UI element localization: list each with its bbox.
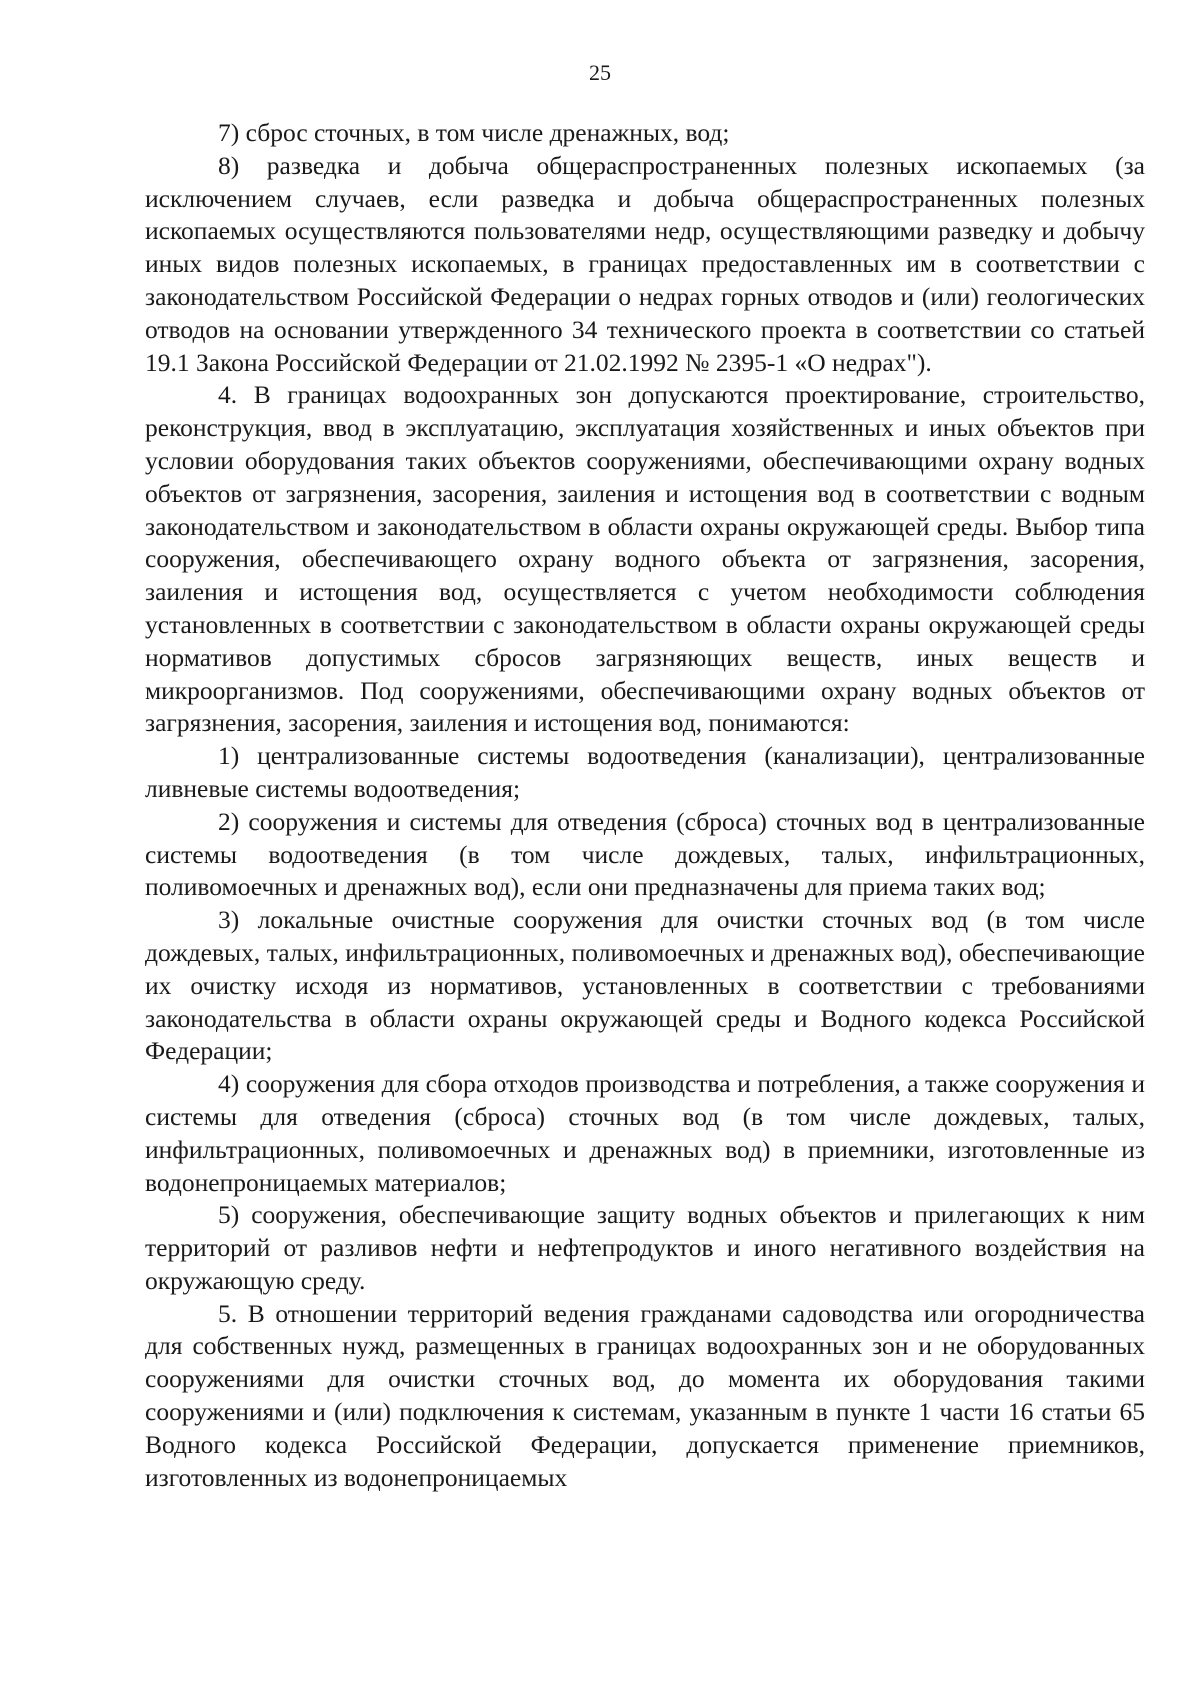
paragraph-subitem-3: 3) локальные очистные сооружения для очистки сточных вод (в том числе дождевых, талых, инфильтрационных, поливомоечных и дренажных вод), обеспечивающие их очистку исходя из нормативов, установленных в соответствии с требованиями законодательства в области охраны окружающей среды и Водного кодекса Российской Федерации; — [145, 905, 1145, 1066]
paragraph-item-8: 8) разведка и добыча общераспространенных полезных ископаемых (за исключением случаев, если разведка и добыча общераспространенных полезных ископаемых осуществляются пользователями недр, осуществляющими разведку и добычу иных видов полезных ископаемых, в границах предоставленных им в соответствии с законодательством Российской Федерации о недрах горных отводов и (или) геологических отводов на основании утвержденного 34 технического проекта в соответствии со статьей 19.1 Закона Российской Федерации от 21.02.1992 № 2395-1 «О недрах"). — [145, 150, 1145, 377]
document-body — [145, 117, 1145, 1494]
paragraph-item-7: 7) сброс сточных, в том числе дренажных, вод; — [218, 118, 730, 147]
paragraph-section-4: 4. В границах водоохранных зон допускаются проектирование, строительство, реконструкция, ввод в эксплуатацию, эксплуатация хозяйственных и иных объектов при условии оборудования таких объектов сооружениями, обеспечивающими охрану водных объектов от загрязнения, засорения, заиления и истощения вод в соответствии с водным законодательством и законодательством в области охраны окружающей среды. Выбор типа сооружения, обеспечивающего охрану водного объекта от загрязнения, засорения, заиления и истощения вод, осуществляется с учетом необходимости соблюдения установленных в соответствии с законодательством в области охраны окружающей среды нормативов допустимых сбросов загрязняющих веществ, иных веществ и микроорганизмов. Под сооружениями, обеспечивающими охрану водных объектов от загрязнения, засорения, заиления и истощения вод, понимаются: — [145, 380, 1145, 738]
paragraph-subitem-1: 1) централизованные системы водоотведения (канализации), централизованные ливневые системы водоотведения; — [145, 741, 1145, 803]
paragraph-subitem-5: 5) сооружения, обеспечивающие защиту водных объектов и прилегающих к ним территорий от разливов нефти и нефтепродуктов и иного негативного воздействия на окружающую среду. — [145, 1200, 1145, 1295]
paragraph-subitem-2: 2) сооружения и системы для отведения (сброса) сточных вод в централизованные системы водоотведения (в том числе дождевых, талых, инфильтрационных, поливомоечных и дренажных вод), если они предназначены для приема таких вод; — [145, 806, 1145, 902]
paragraph-section-5: 5. В отношении территорий ведения гражданами садоводства или огородничества для собственных нужд, размещенных в границах водоохранных зон и не оборудованных сооружениями для очистки сточных вод, до момента их оборудования такими сооружениями и (или) подключения к системам, указанным в пункте 1 части 16 статьи 65 Водного кодекса Российской Федерации, допускается применение приемников, изготовленных из водонепроницаемых — [145, 1298, 1145, 1492]
page-number: 25 — [589, 60, 611, 85]
paragraph-subitem-4: 4) сооружения для сбора отходов производства и потребления, а также сооружения и системы для отведения (сброса) сточных вод (в том числе дождевых, талых, инфильтрационных, поливомоечных и дренажных вод) в приемники, изготовленные из водонепроницаемых материалов; — [145, 1069, 1145, 1197]
